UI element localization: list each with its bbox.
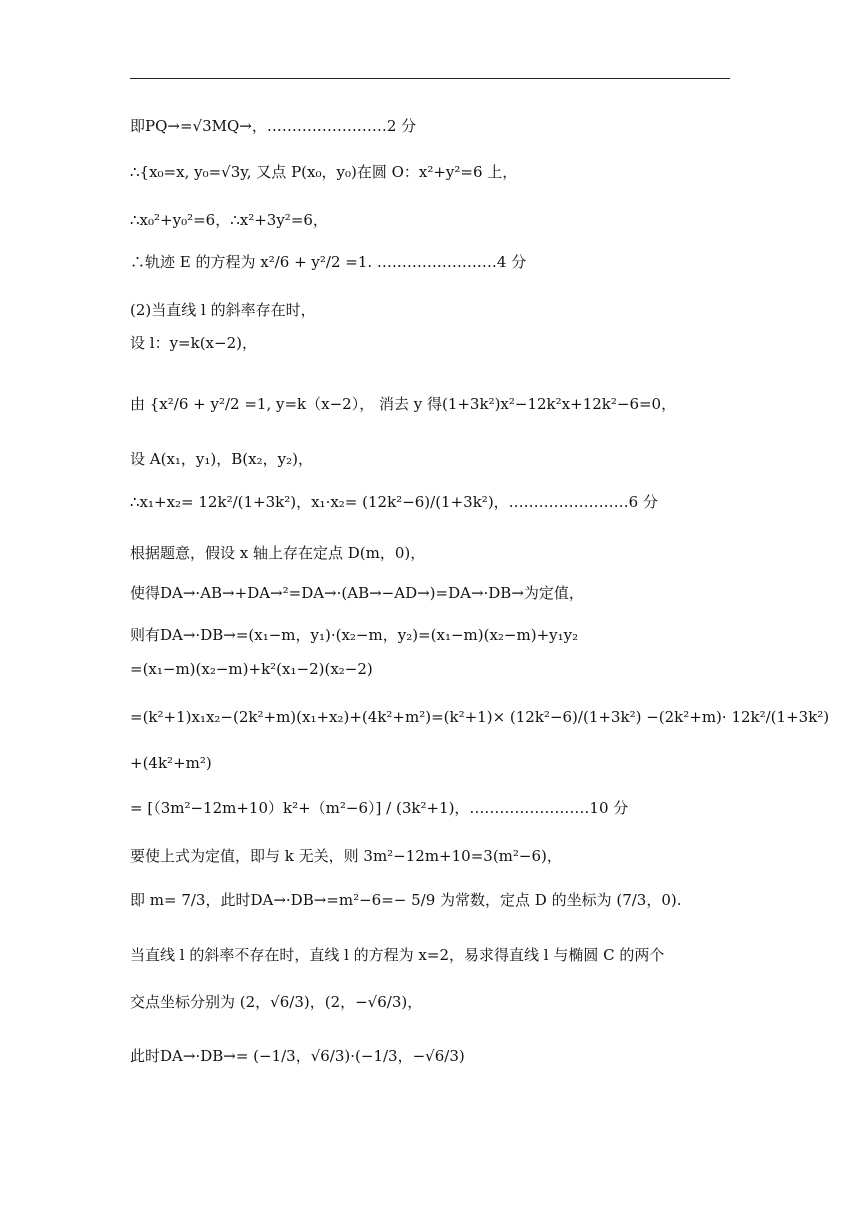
text-line-10: 根据题意，假设 x 轴上存在定点 D(m，0)， — [130, 544, 426, 562]
text-line-16: = [（3m²−12m+10）k²+（m²−6）] / (3k²+1)，……………………10 分 — [130, 799, 629, 817]
text-line-4: ∴轨迹 E 的方程为 x²/6 + y²/2 =1. ……………………4 分 — [130, 253, 527, 271]
text-line-9: ∴x₁+x₂= 12k²/(1+3k²)，x₁·x₂= (12k²−6)/(1+3k²)，……………………6 分 — [130, 493, 658, 511]
text-line-15: +(4k²+m²) — [130, 754, 212, 772]
text-line-13: =(x₁−m)(x₂−m)+k²(x₁−2)(x₂−2) — [130, 660, 373, 678]
text-line-20: 交点坐标分别为 (2，√6/3)，(2，−√6/3)， — [130, 993, 423, 1011]
text-line-1: 即PQ→=√3MQ→，……………………2 分 — [130, 117, 417, 135]
text-line-11: 使得DA→·AB→+DA→²=DA→·(AB→−AD→)=DA→·DB→为定值， — [130, 584, 584, 602]
text-line-5: (2)当直线 l 的斜率存在时， — [130, 301, 316, 319]
text-line-2: ∴{x₀=x, y₀=√3y, 又点 P(x₀，y₀)在圆 O：x²+y²=6 上， — [130, 163, 518, 181]
text-line-8: 设 A(x₁，y₁)，B(x₂，y₂)， — [130, 450, 313, 468]
text-line-7: 由 {x²/6 + y²/2 =1, y=k（x−2）， 消去 y 得(1+3k²)x²−12k²x+12k²−6=0， — [130, 395, 677, 413]
text-line-6: 设 l：y=k(x−2)， — [130, 334, 257, 352]
text-line-21: 此时DA→·DB→= (−1/3，√6/3)·(−1/3，−√6/3) — [130, 1047, 465, 1065]
text-line-3: ∴x₀²+y₀²=6，∴x²+3y²=6， — [130, 211, 328, 229]
header-rule — [130, 78, 730, 79]
text-line-19: 当直线 l 的斜率不存在时，直线 l 的方程为 x=2，易求得直线 l 与椭圆 C 的两个 — [130, 946, 665, 964]
text-line-17: 要使上式为定值，即与 k 无关，则 3m²−12m+10=3(m²−6)， — [130, 847, 562, 865]
text-line-14: =(k²+1)x₁x₂−(2k²+m)(x₁+x₂)+(4k²+m²)=(k²+1)× (12k²−6)/(1+3k²) −(2k²+m)· 12k²/(1+3k²) — [130, 708, 830, 726]
text-line-18: 即 m= 7/3，此时DA→·DB→=m²−6=− 5/9 为常数，定点 D 的坐标为 (7/3，0). — [130, 891, 682, 909]
text-line-12: 则有DA→·DB→=(x₁−m，y₁)·(x₂−m，y₂)=(x₁−m)(x₂−m)+y₁y₂ — [130, 626, 579, 644]
